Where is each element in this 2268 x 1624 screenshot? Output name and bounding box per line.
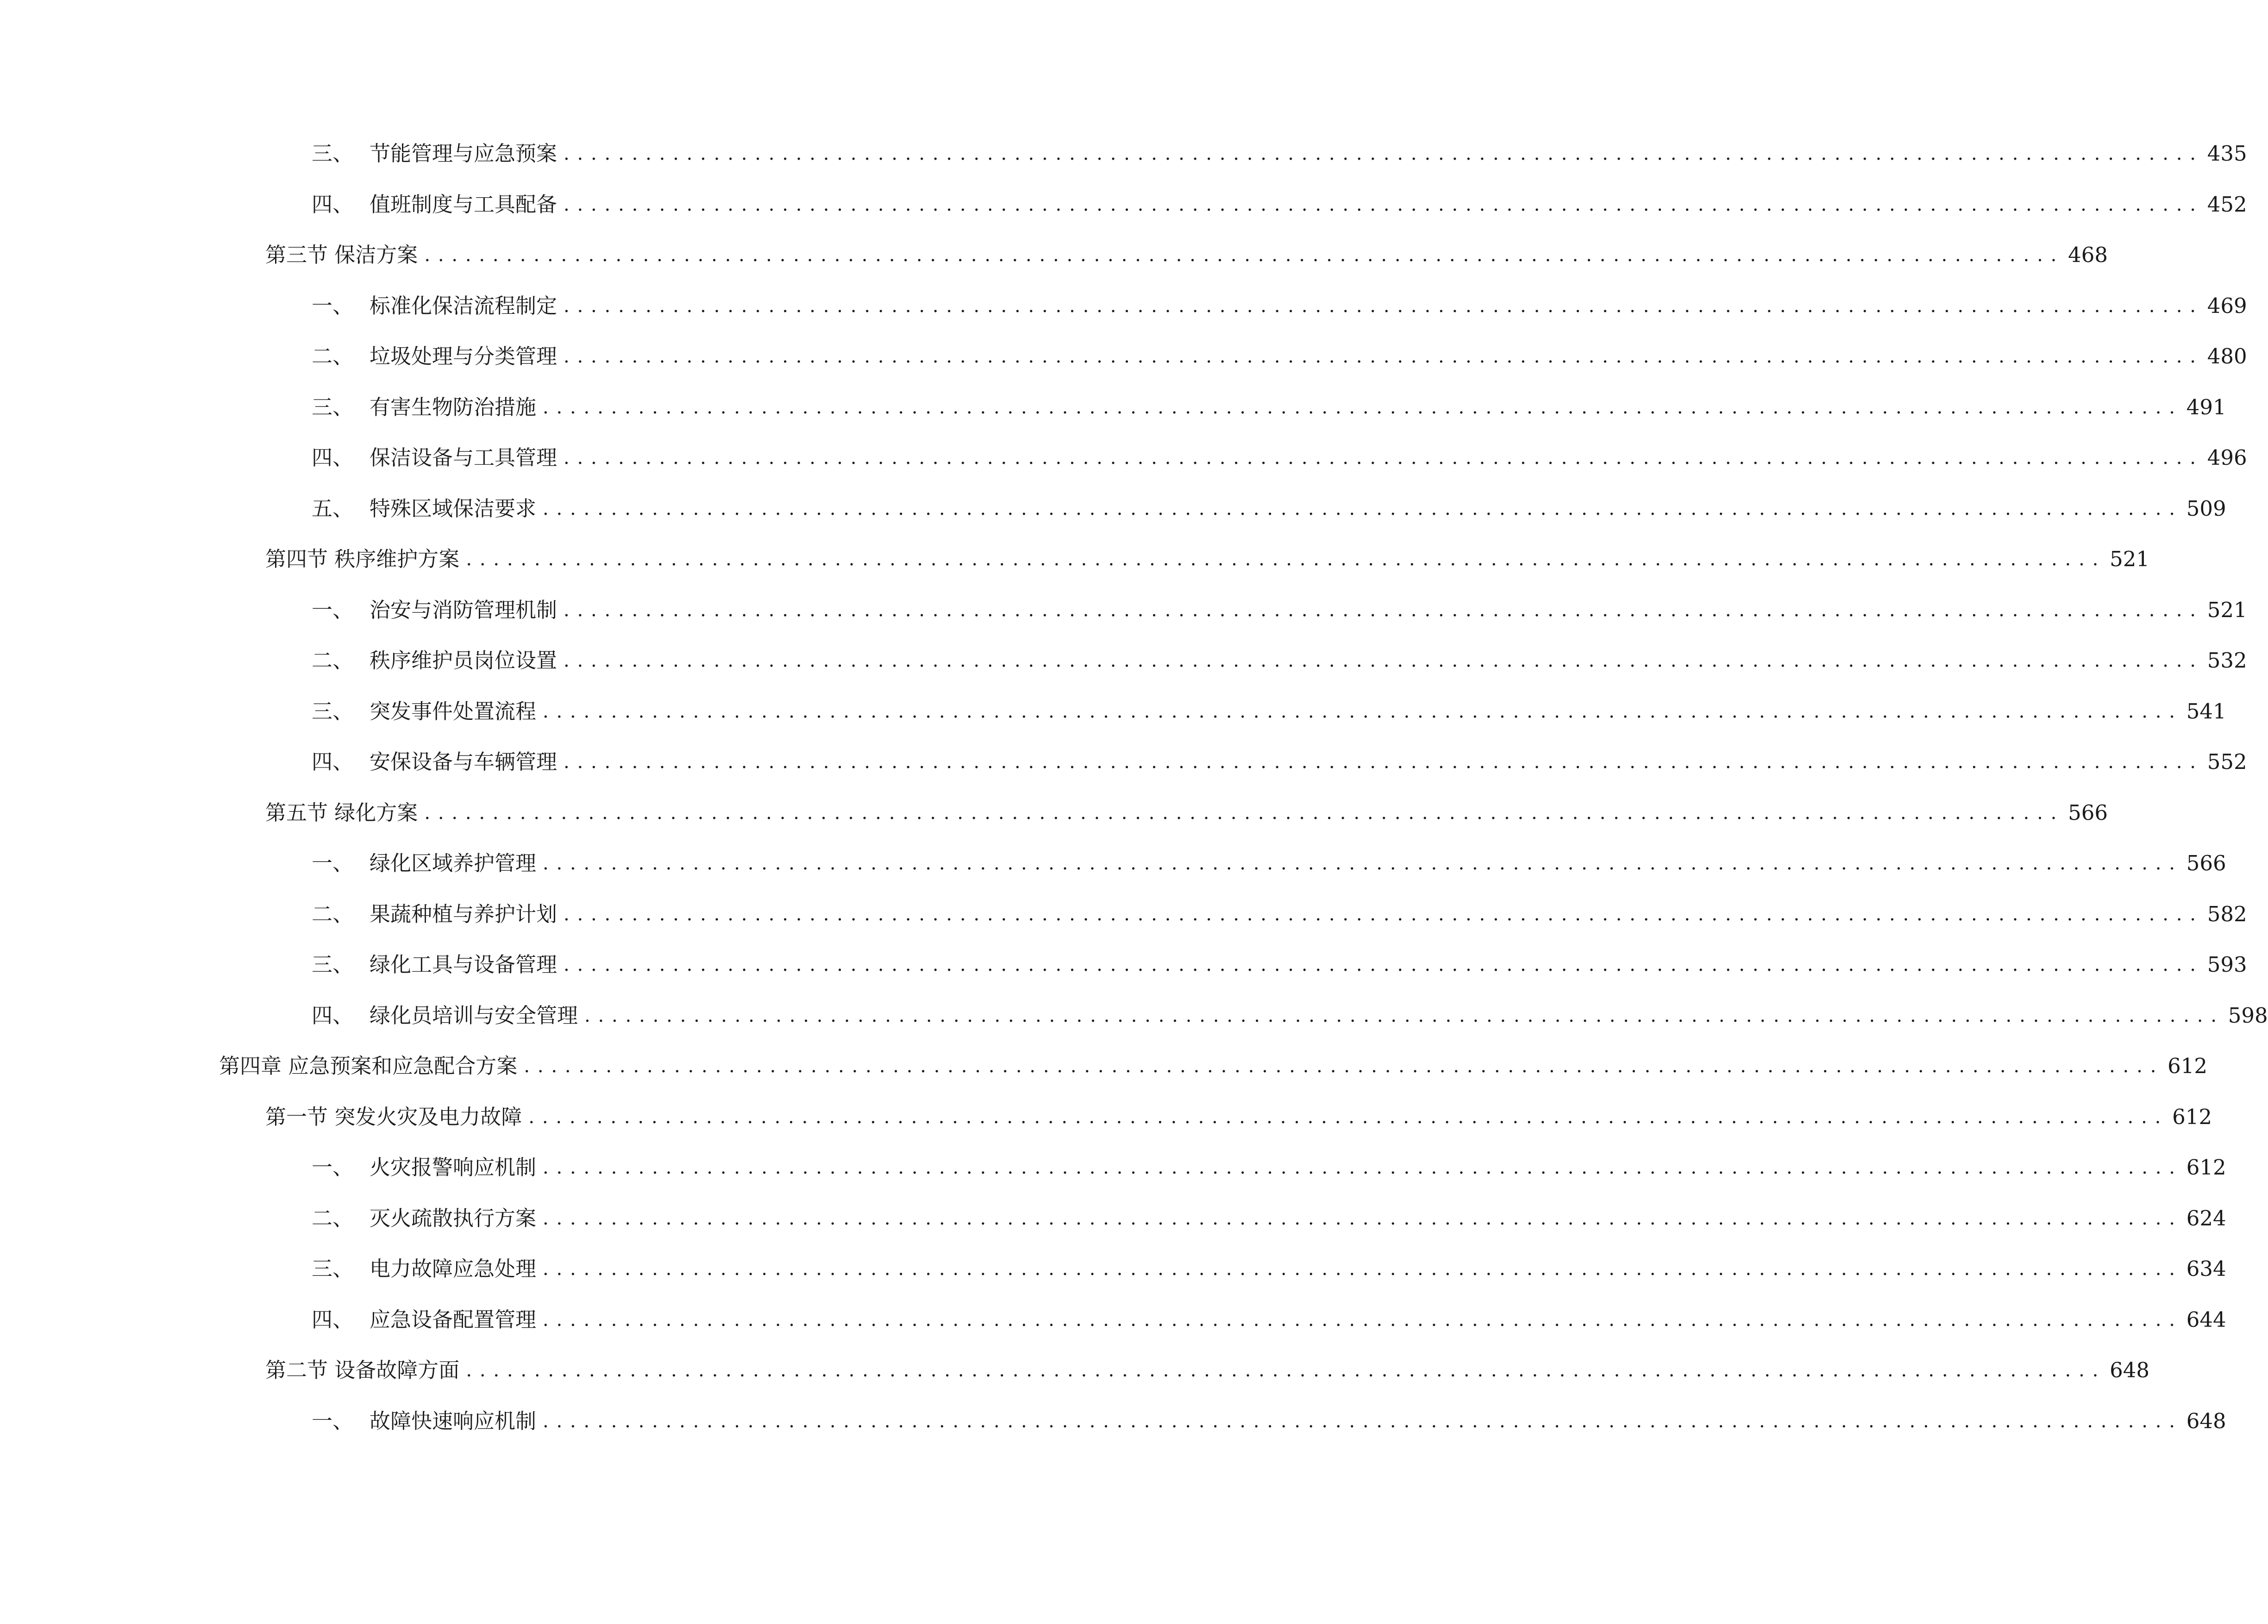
toc-entry-text: 节能管理与应急预案 xyxy=(370,141,558,166)
dot-leader: ........................................................................................................................ xyxy=(564,295,2204,317)
toc-entry-index: 四、 xyxy=(312,192,354,217)
toc-entry-index: 一、 xyxy=(312,1409,354,1433)
dot-leader: ........................................................................................................................ xyxy=(564,954,2204,975)
toc-entry-title: 第五节 绿化方案 xyxy=(265,800,418,825)
toc-entry-text: 果蔬种植与养护计划 xyxy=(370,902,558,926)
dot-leader: ........................................................................................................................ xyxy=(584,1005,2224,1026)
toc-page-number: 480 xyxy=(2207,344,2247,369)
dot-leader: ........................................................................................................................ xyxy=(543,1309,2183,1330)
toc-entry-index: 二、 xyxy=(312,1206,354,1230)
toc-entry-title xyxy=(312,746,557,778)
toc-entry-title xyxy=(312,188,557,221)
toc-page-number: 496 xyxy=(2207,445,2247,470)
dot-leader: ........................................................................................................................ xyxy=(543,1208,2183,1229)
toc-entry-index: 一、 xyxy=(312,1155,354,1180)
toc-entry[interactable] xyxy=(312,847,2226,880)
toc-entry-text: 值班制度与工具配备 xyxy=(370,192,558,217)
toc-entry-title xyxy=(312,949,557,981)
toc-entry-title xyxy=(312,1253,536,1285)
toc-page-number: 624 xyxy=(2186,1206,2226,1230)
toc-page-number: 491 xyxy=(2186,395,2226,419)
dot-leader: ........................................................................................................................ xyxy=(564,904,2204,925)
dot-leader: ........................................................................................................................ xyxy=(424,244,2065,266)
toc-entry[interactable] xyxy=(312,644,2247,677)
toc-entry-text: 秩序维护员岗位设置 xyxy=(370,648,558,673)
toc-page-number: 521 xyxy=(2110,547,2149,571)
toc-page-number: 532 xyxy=(2207,648,2247,673)
toc-page-number: 509 xyxy=(2186,496,2226,521)
toc-page-number: 521 xyxy=(2207,598,2247,622)
toc-entry-text: 绿化员培训与安全管理 xyxy=(370,1003,578,1028)
toc-entry-title xyxy=(312,340,557,373)
toc-entry-index: 三、 xyxy=(312,141,354,166)
toc-page-number: 598 xyxy=(2228,1003,2268,1028)
toc-entry-index: 一、 xyxy=(312,294,354,318)
toc-entry-title xyxy=(312,442,557,474)
toc-entry-title xyxy=(312,644,557,677)
toc-entry-index: 四、 xyxy=(312,750,354,774)
toc-entry-text: 火灾报警响应机制 xyxy=(370,1155,537,1180)
dot-leader: ........................................................................................................................ xyxy=(564,600,2204,621)
toc-entry-title xyxy=(312,1304,536,1336)
toc-page-number: 435 xyxy=(2207,141,2247,166)
toc-entry-title xyxy=(312,391,536,424)
toc-entry[interactable] xyxy=(265,543,2149,575)
toc-entry-title xyxy=(312,290,557,322)
toc-entry-text: 故障快速响应机制 xyxy=(370,1409,537,1433)
toc-entry-title xyxy=(312,999,578,1032)
toc-entry[interactable] xyxy=(312,188,2247,221)
toc-page-number: 566 xyxy=(2068,800,2108,825)
toc-page-number: 648 xyxy=(2186,1409,2226,1433)
dot-leader: ........................................................................................................................ xyxy=(543,1157,2183,1178)
toc-entry[interactable] xyxy=(312,493,2226,525)
toc-entry-title xyxy=(312,1405,536,1437)
toc-entry[interactable] xyxy=(265,1354,2149,1387)
toc-entry[interactable] xyxy=(312,1202,2226,1235)
dot-leader: ........................................................................................................................ xyxy=(564,650,2204,671)
toc-entry-text: 安保设备与车辆管理 xyxy=(370,750,558,774)
toc-entry-text: 应急设备配置管理 xyxy=(370,1307,537,1332)
toc-entry[interactable] xyxy=(312,999,2268,1032)
dot-leader: ........................................................................................................................ xyxy=(564,447,2204,468)
toc-entry-index: 四、 xyxy=(312,1307,354,1332)
toc-page-number: 552 xyxy=(2207,750,2247,774)
dot-leader: ........................................................................................................................ xyxy=(564,751,2204,773)
toc-entry-title xyxy=(312,493,536,525)
dot-leader: ........................................................................................................................ xyxy=(543,397,2183,418)
toc-page-number: 612 xyxy=(2172,1105,2212,1129)
dot-leader: ........................................................................................................................ xyxy=(543,853,2183,874)
dot-leader: ........................................................................................................................ xyxy=(466,549,2106,570)
toc-entry-title xyxy=(312,898,557,931)
toc-entry-index: 四、 xyxy=(312,1003,354,1028)
toc-entry[interactable] xyxy=(312,1304,2226,1336)
toc-page-number: 468 xyxy=(2068,243,2108,267)
toc-entry-title xyxy=(312,137,557,170)
toc-entry-title xyxy=(312,594,557,626)
toc-page-number: 634 xyxy=(2186,1256,2226,1281)
toc-page-number: 541 xyxy=(2186,699,2226,724)
toc-entry-index: 一、 xyxy=(312,598,354,622)
toc-entry-index: 二、 xyxy=(312,344,354,369)
dot-leader: ........................................................................................................................ xyxy=(543,701,2183,722)
dot-leader: ........................................................................................................................ xyxy=(564,346,2204,367)
toc-entry-index: 一、 xyxy=(312,851,354,875)
toc-page-number: 593 xyxy=(2207,952,2247,977)
toc-entry[interactable] xyxy=(312,1405,2226,1437)
toc-page-number: 612 xyxy=(2186,1155,2226,1180)
toc-entry-text: 治安与消防管理机制 xyxy=(370,598,558,622)
toc-entry-title: 第二节 设备故障方面 xyxy=(265,1358,460,1382)
toc-entry-index: 三、 xyxy=(312,1256,354,1281)
toc-entry-index: 三、 xyxy=(312,395,354,419)
toc-page-number: 582 xyxy=(2207,902,2247,926)
toc-page-number: 644 xyxy=(2186,1307,2226,1332)
toc-entry[interactable] xyxy=(265,797,2108,829)
toc-entry[interactable] xyxy=(265,239,2108,271)
toc-entry[interactable] xyxy=(312,898,2247,931)
toc-entry[interactable] xyxy=(312,137,2247,170)
toc-entry-text: 绿化工具与设备管理 xyxy=(370,952,558,977)
toc-entry-title xyxy=(312,847,536,880)
toc-entry-title: 第四章 应急预案和应急配合方案 xyxy=(219,1054,518,1078)
dot-leader: ........................................................................................................................ xyxy=(564,194,2204,215)
toc-entry-title: 第四节 秩序维护方案 xyxy=(265,547,460,571)
toc-entry-index: 三、 xyxy=(312,699,354,724)
dot-leader: ........................................................................................................................ xyxy=(524,1056,2164,1077)
dot-leader: ........................................................................................................................ xyxy=(543,1258,2183,1280)
toc-entry[interactable] xyxy=(312,695,2226,728)
toc-entry-index: 二、 xyxy=(312,902,354,926)
toc-page-number: 612 xyxy=(2168,1054,2207,1078)
toc-entry[interactable] xyxy=(265,1101,2212,1133)
toc-entry[interactable] xyxy=(219,1050,2207,1082)
toc-entry-index: 二、 xyxy=(312,648,354,673)
toc-entry-title: 第三节 保洁方案 xyxy=(265,243,418,267)
toc-entry-index: 五、 xyxy=(312,496,354,521)
dot-leader: ........................................................................................................................ xyxy=(528,1106,2169,1128)
toc-entry-index: 三、 xyxy=(312,952,354,977)
toc-entry-text: 灭火疏散执行方案 xyxy=(370,1206,537,1230)
dot-leader: ........................................................................................................................ xyxy=(564,143,2204,164)
toc-page-number: 648 xyxy=(2110,1358,2149,1382)
toc-entry[interactable] xyxy=(312,340,2247,373)
toc-entry-title xyxy=(312,1202,536,1235)
toc-entry-text: 保洁设备与工具管理 xyxy=(370,445,558,470)
toc-page-number: 452 xyxy=(2207,192,2247,217)
toc-entry-title xyxy=(312,695,536,728)
toc-entry[interactable] xyxy=(312,290,2247,322)
dot-leader: ........................................................................................................................ xyxy=(543,1411,2183,1432)
toc-entry-title: 第一节 突发火灾及电力故障 xyxy=(265,1105,522,1129)
dot-leader: ........................................................................................................................ xyxy=(543,498,2183,519)
toc-entry[interactable] xyxy=(312,442,2247,474)
toc-entry[interactable] xyxy=(312,1151,2226,1184)
toc-entry[interactable] xyxy=(312,746,2247,778)
toc-entry-text: 绿化区域养护管理 xyxy=(370,851,537,875)
toc-entry-text: 垃圾处理与分类管理 xyxy=(370,344,558,369)
toc-entry[interactable] xyxy=(312,594,2247,626)
dot-leader: ........................................................................................................................ xyxy=(466,1360,2106,1381)
toc-entry-text: 有害生物防治措施 xyxy=(370,395,537,419)
toc-entry-index: 四、 xyxy=(312,445,354,470)
toc-entry[interactable] xyxy=(312,949,2247,981)
dot-leader: ........................................................................................................................ xyxy=(424,802,2065,824)
toc-page-number: 566 xyxy=(2186,851,2226,875)
toc-entry-title xyxy=(312,1151,536,1184)
toc-entry-text: 电力故障应急处理 xyxy=(370,1256,537,1281)
toc-entry-text: 标准化保洁流程制定 xyxy=(370,294,558,318)
toc-entry[interactable] xyxy=(312,1253,2226,1285)
toc-entry-text: 特殊区域保洁要求 xyxy=(370,496,537,521)
toc-entry-text: 突发事件处置流程 xyxy=(370,699,537,724)
toc-entry[interactable] xyxy=(312,391,2226,424)
toc-page-number: 469 xyxy=(2207,294,2247,318)
